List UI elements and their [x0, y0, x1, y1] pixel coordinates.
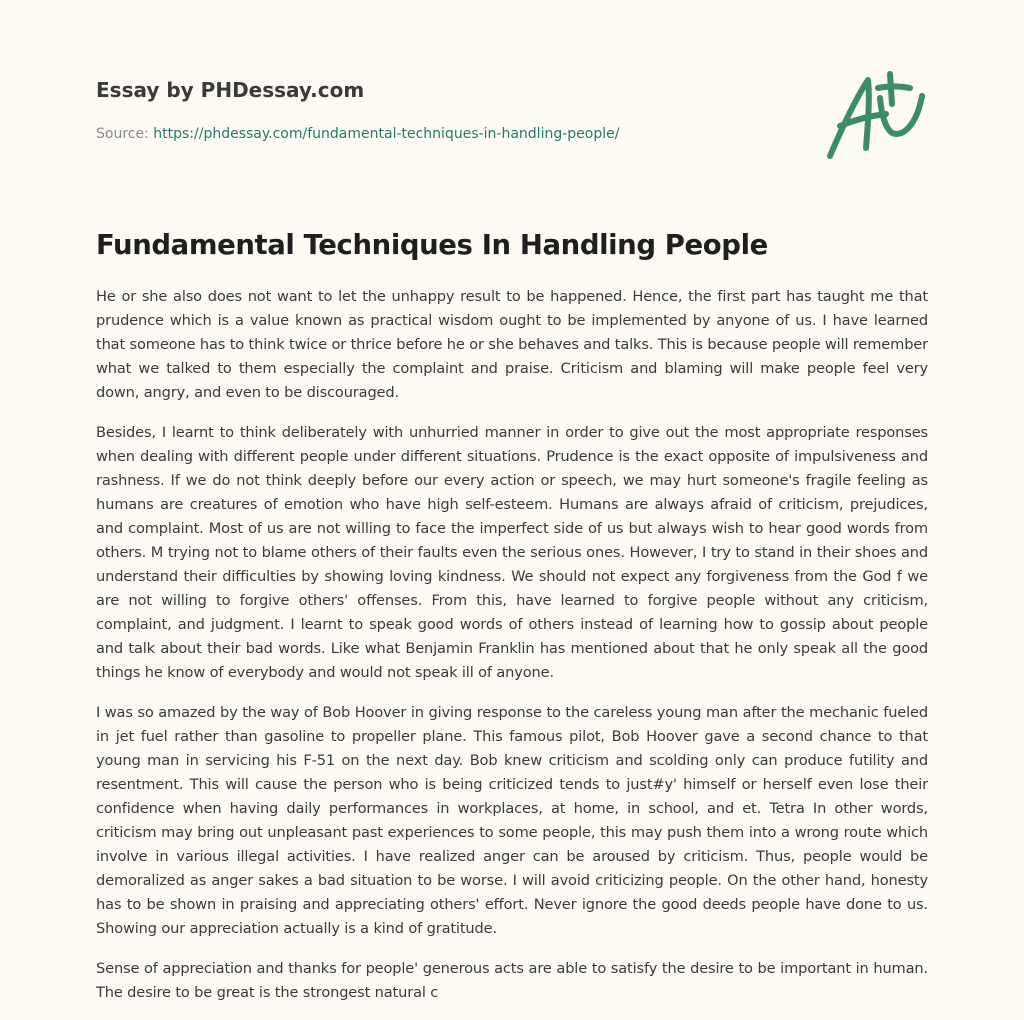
essay-paragraph: I was so amazed by the way of Bob Hoover in giving response to the careless young man after the mechanic fueled in jet fuel rather than gasoline to propeller plane. This famous pilot, Bob Hoover gave a second chance to that young man in servicing his F-51 on the next day. Bob knew criticism and scolding only can produce futility and resentment. This will cause the person who is being criticized tends to just#y' himself or herself even lose their confidence when having daily performances in workplaces, at home, in school, and et. Tetra In other words, criticism may bring out unpleasant past experiences to some people, this may push them into a wrong route which involve in various illegal activities. I have realized anger can be aroused by criticism. Thus, people would be demoralized as anger sakes a bad situation to be worse. I will avoid criticizing people. On the other hand, honesty has to be shown in praising and appreciating others' effort. Never ignore the good deeds people have done to us. Showing our appreciation actually is a kind of gratitude. [96, 704, 928, 937]
essay-header [96, 76, 796, 144]
a-plus-grade-icon [822, 68, 932, 168]
source-label: Source: [96, 126, 154, 142]
site-brand: Essay by PHDessay.com [96, 78, 365, 102]
essay-title: Fundamental Techniques In Handling People [96, 229, 768, 261]
essay-paragraph: Besides, I learnt to think deliberately with unhurried manner in order to give out the most appropriate responses when dealing with different people under different situations. Prudence is the exact opposite of impulsiveness and rashness. If we do not think deeply before our every action or speech, we may hurt someone's fragile feeling as humans are creatures of emotion who have high self-esteem. Humans are always afraid of criticism, prejudices, and complaint. Most of us are not willing to face the imperfect side of us but always wish to hear good words from others. M trying not to blame others of their faults even the serious ones. However, I try to stand in their shoes and understand their difficulties by showing loving kindness. We should not expect any forgiveness from the God f we are not willing to forgive others' offenses. From this, have learned to forgive people without any criticism, complaint, and judgment. I learnt to speak good words of others instead of learning how to gossip about people and talk about their bad words. Like what Benjamin Franklin has mentioned about that he only speak all the good things he know of everybody and would not speak ill of anyone. [96, 424, 928, 681]
source-line [96, 124, 796, 144]
essay-paragraph: Sense of appreciation and thanks for people' generous acts are able to satisfy the desire to be important in human. The desire to be great is the strongest natural c [96, 960, 928, 1001]
essay-paragraph: He or she also does not want to let the unhappy result to be happened. Hence, the first part has taught me that prudence which is a value known as practical wisdom ought to be implemented by anyone of us. I have learned that someone has to think twice or thrice before he or she behaves and talks. This is because people will remember what we talked to them especially the complaint and praise. Criticism and blaming will make people feel very down, angry, and even to be discouraged. [96, 288, 928, 401]
essay-body [96, 285, 928, 1020]
source-link[interactable]: https://phdessay.com/fundamental-techniques-in-handling-people/ [153, 126, 620, 142]
